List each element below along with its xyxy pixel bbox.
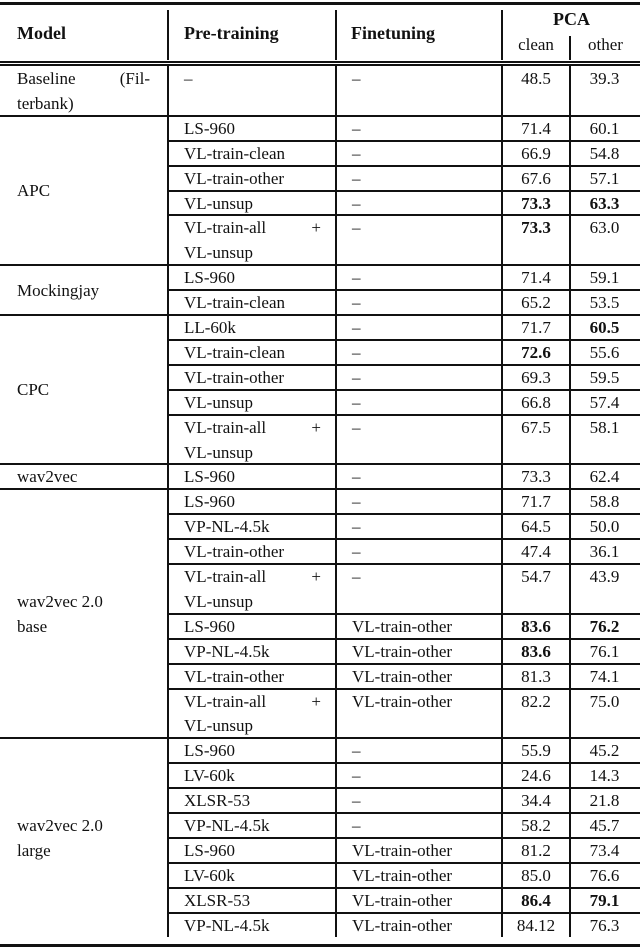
cell-clean: 34.4 bbox=[521, 791, 551, 811]
cell-other: 75.0 bbox=[589, 691, 620, 711]
cell-other: 53.5 bbox=[589, 293, 620, 313]
model-label: CPC bbox=[17, 380, 50, 400]
cell-pretraining: VL-train-clean bbox=[184, 342, 285, 362]
cell-other: 57.4 bbox=[589, 392, 620, 412]
col-divider bbox=[167, 738, 169, 937]
cell-finetuning: – bbox=[352, 791, 361, 811]
col-divider bbox=[569, 36, 571, 60]
cell-finetuning: VL-train-other bbox=[352, 666, 453, 686]
cell-finetuning: – bbox=[352, 467, 361, 487]
model-label: APC bbox=[17, 181, 51, 201]
cell-other: 14.3 bbox=[589, 766, 620, 786]
cell-pretraining: XLSR-53 bbox=[184, 791, 251, 811]
cell-other: 60.1 bbox=[589, 118, 620, 138]
cell-finetuning: VL-train-other bbox=[352, 915, 453, 935]
cell-other: 45.7 bbox=[589, 816, 620, 835]
cell-finetuning: – bbox=[352, 766, 361, 786]
cell-pretraining: – bbox=[184, 69, 193, 88]
col-divider bbox=[167, 265, 169, 315]
cell-finetuning: VL-train-other bbox=[352, 890, 453, 910]
col-divider bbox=[501, 464, 503, 489]
col-divider bbox=[501, 315, 503, 464]
col-divider bbox=[167, 489, 169, 738]
cell-pretraining: LL-60k bbox=[184, 318, 236, 337]
col-divider bbox=[167, 10, 169, 60]
cell-clean: 55.9 bbox=[521, 741, 551, 761]
col-divider bbox=[569, 489, 571, 738]
cell-other: 55.6 bbox=[589, 342, 620, 362]
col-divider bbox=[167, 66, 169, 116]
cell-other: 63.3 bbox=[589, 193, 620, 213]
cell-other: 45.2 bbox=[589, 741, 620, 761]
cell-finetuning: – bbox=[352, 741, 361, 761]
cell-clean: 83.6 bbox=[521, 616, 551, 636]
cell-finetuning: – bbox=[352, 268, 361, 288]
cell-other: 58.1 bbox=[589, 417, 620, 437]
cell-other: 73.4 bbox=[589, 840, 620, 860]
cell-clean: 83.6 bbox=[521, 641, 551, 661]
cell-finetuning: – bbox=[352, 318, 361, 337]
cell-other: 79.1 bbox=[589, 890, 620, 910]
cell-pretraining: VP-NL-4.5k bbox=[184, 915, 270, 935]
cell-finetuning: – bbox=[352, 816, 361, 835]
cell-finetuning: – bbox=[352, 392, 361, 412]
col-divider bbox=[167, 464, 169, 489]
cell-clean: 58.2 bbox=[521, 816, 551, 835]
cell-pretraining: LS-960 bbox=[184, 467, 235, 487]
col-divider bbox=[569, 738, 571, 937]
col-divider bbox=[501, 265, 503, 315]
cell-pretraining: VL-unsup bbox=[184, 442, 253, 462]
cell-other: 76.3 bbox=[589, 915, 620, 935]
cell-finetuning: – bbox=[352, 168, 361, 188]
cell-other: 21.8 bbox=[589, 791, 620, 811]
header-pretraining: Pre-training bbox=[184, 23, 279, 43]
cell-clean: 84.12 bbox=[516, 915, 556, 935]
cell-clean: 82.2 bbox=[521, 691, 551, 711]
cell-pretraining: VL-unsup bbox=[184, 392, 253, 412]
model-label: wav2vec 2.0 bbox=[17, 816, 103, 835]
cell-other: 54.8 bbox=[589, 143, 620, 163]
cell-pretraining: VL-train-clean bbox=[184, 143, 285, 163]
model-label: Mockingjay bbox=[17, 280, 100, 300]
cell-pretraining: VL-train-clean bbox=[184, 293, 285, 313]
col-divider bbox=[501, 116, 503, 265]
cell-clean: 85.0 bbox=[521, 865, 551, 885]
cell-pretraining: VL-unsup bbox=[184, 193, 253, 213]
cell-pretraining: VL-train-other bbox=[184, 168, 285, 188]
col-divider bbox=[335, 10, 337, 60]
cell-pretraining: LS-960 bbox=[184, 840, 235, 860]
cell-other: 58.8 bbox=[589, 492, 620, 512]
cell-finetuning: VL-train-other bbox=[352, 641, 453, 661]
cell-pretraining: LS-960 bbox=[184, 741, 235, 761]
cell-other: 57.1 bbox=[589, 168, 620, 188]
cell-other: 59.1 bbox=[589, 268, 620, 288]
col-divider bbox=[501, 10, 503, 60]
cell-clean: 81.3 bbox=[521, 666, 551, 686]
cell-finetuning: – bbox=[352, 193, 361, 213]
cell-finetuning: – bbox=[352, 342, 361, 362]
cell-clean: 69.3 bbox=[521, 367, 551, 387]
cell-clean: 66.9 bbox=[521, 143, 551, 163]
cell-finetuning: – bbox=[352, 367, 361, 387]
cell-other: 76.6 bbox=[589, 865, 620, 885]
cell-clean: 86.4 bbox=[521, 890, 551, 910]
cell-pretraining: VL-train-all + bbox=[184, 218, 321, 238]
header-clean: clean bbox=[518, 35, 554, 54]
cell-finetuning: VL-train-other bbox=[352, 840, 453, 860]
col-divider bbox=[501, 66, 503, 116]
cell-finetuning: – bbox=[352, 542, 361, 562]
cell-finetuning: VL-train-other bbox=[352, 616, 453, 636]
cell-pretraining: LS-960 bbox=[184, 492, 235, 512]
cell-clean: 47.4 bbox=[521, 542, 551, 562]
cell-pretraining: VP-NL-4.5k bbox=[184, 641, 270, 661]
cell-pretraining: LS-960 bbox=[184, 616, 235, 636]
col-divider bbox=[167, 116, 169, 265]
bottom-rule bbox=[0, 944, 640, 947]
cell-clean: 73.3 bbox=[521, 218, 551, 238]
cell-pretraining: VL-train-all + bbox=[184, 567, 321, 586]
cell-other: 76.1 bbox=[589, 641, 620, 661]
model-label: wav2vec bbox=[17, 467, 78, 487]
cell-other: 39.3 bbox=[589, 69, 620, 88]
cell-finetuning: – bbox=[352, 218, 361, 238]
col-divider bbox=[335, 315, 337, 464]
cell-clean: 72.6 bbox=[521, 342, 551, 362]
cell-pretraining: LS-960 bbox=[184, 118, 235, 138]
header-model: Model bbox=[17, 23, 66, 43]
col-divider bbox=[501, 738, 503, 937]
cell-other: 62.4 bbox=[589, 467, 620, 487]
cell-clean: 81.2 bbox=[521, 840, 551, 860]
cell-clean: 65.2 bbox=[521, 293, 551, 313]
cell-pretraining: VL-unsup bbox=[184, 716, 253, 736]
cell-clean: 71.7 bbox=[521, 492, 551, 512]
cell-finetuning: VL-train-other bbox=[352, 865, 453, 885]
col-divider bbox=[167, 315, 169, 464]
cell-finetuning: – bbox=[352, 567, 361, 586]
cell-pretraining: LS-960 bbox=[184, 268, 235, 288]
header-pca: PCA bbox=[553, 9, 590, 29]
model-label: wav2vec 2.0 bbox=[17, 591, 103, 611]
col-divider bbox=[569, 66, 571, 116]
cell-finetuning: – bbox=[352, 492, 361, 512]
cell-pretraining: VL-train-other bbox=[184, 367, 285, 387]
cell-clean: 71.7 bbox=[521, 318, 551, 337]
cell-other: 43.9 bbox=[589, 567, 620, 586]
cell-pretraining: VL-unsup bbox=[184, 591, 253, 611]
cell-clean: 71.4 bbox=[521, 268, 551, 288]
cell-other: 36.1 bbox=[589, 542, 620, 562]
cell-clean: 64.5 bbox=[521, 517, 551, 537]
table-header bbox=[0, 5, 640, 62]
cell-finetuning: – bbox=[352, 293, 361, 313]
cell-pretraining: VL-unsup bbox=[184, 243, 253, 263]
cell-pretraining: VL-train-all + bbox=[184, 691, 321, 711]
cell-finetuning: – bbox=[352, 417, 361, 437]
cell-other: 76.2 bbox=[589, 616, 620, 636]
cell-finetuning: – bbox=[352, 517, 361, 537]
cell-clean: 24.6 bbox=[521, 766, 551, 786]
header-finetuning: Finetuning bbox=[351, 23, 436, 43]
cell-finetuning: – bbox=[352, 69, 361, 88]
cell-pretraining: VP-NL-4.5k bbox=[184, 517, 270, 537]
cell-clean: 67.6 bbox=[521, 168, 551, 188]
cell-pretraining: LV-60k bbox=[184, 865, 235, 885]
cell-pretraining: VL-train-other bbox=[184, 542, 285, 562]
cell-other: 59.5 bbox=[589, 367, 620, 387]
cell-other: 63.0 bbox=[589, 218, 620, 238]
cell-other: 50.0 bbox=[589, 517, 620, 537]
cell-pretraining: VP-NL-4.5k bbox=[184, 816, 270, 835]
model-label: large bbox=[17, 840, 51, 860]
header-other: other bbox=[588, 35, 623, 54]
cell-pretraining: VL-train-all + bbox=[184, 417, 321, 437]
col-divider bbox=[569, 464, 571, 489]
col-divider bbox=[569, 265, 571, 315]
cell-clean: 48.5 bbox=[521, 69, 551, 88]
col-divider bbox=[569, 116, 571, 265]
cell-pretraining: XLSR-53 bbox=[184, 890, 251, 910]
cell-pretraining: LV-60k bbox=[184, 766, 235, 786]
col-divider bbox=[335, 265, 337, 315]
cell-clean: 71.4 bbox=[521, 118, 551, 138]
cell-clean: 54.7 bbox=[521, 567, 551, 586]
model-label: base bbox=[17, 616, 48, 636]
cell-other: 60.5 bbox=[589, 318, 620, 337]
cell-pretraining: VL-train-other bbox=[184, 666, 285, 686]
col-divider bbox=[335, 489, 337, 738]
cell-clean: 73.3 bbox=[521, 467, 551, 487]
col-divider bbox=[335, 116, 337, 265]
col-divider bbox=[569, 315, 571, 464]
cell-clean: 73.3 bbox=[521, 193, 551, 213]
col-divider bbox=[335, 66, 337, 116]
cell-other: 74.1 bbox=[589, 666, 620, 686]
cell-clean: 67.5 bbox=[521, 417, 551, 437]
model-label: terbank) bbox=[17, 93, 74, 113]
cell-clean: 66.8 bbox=[521, 392, 551, 412]
header-rule bbox=[0, 61, 640, 63]
cell-finetuning: VL-train-other bbox=[352, 691, 453, 711]
cell-finetuning: – bbox=[352, 143, 361, 163]
col-divider bbox=[335, 464, 337, 489]
col-divider bbox=[335, 738, 337, 937]
col-divider bbox=[501, 489, 503, 738]
cell-finetuning: – bbox=[352, 118, 361, 138]
model-label: Baseline (Fil- bbox=[17, 69, 150, 88]
